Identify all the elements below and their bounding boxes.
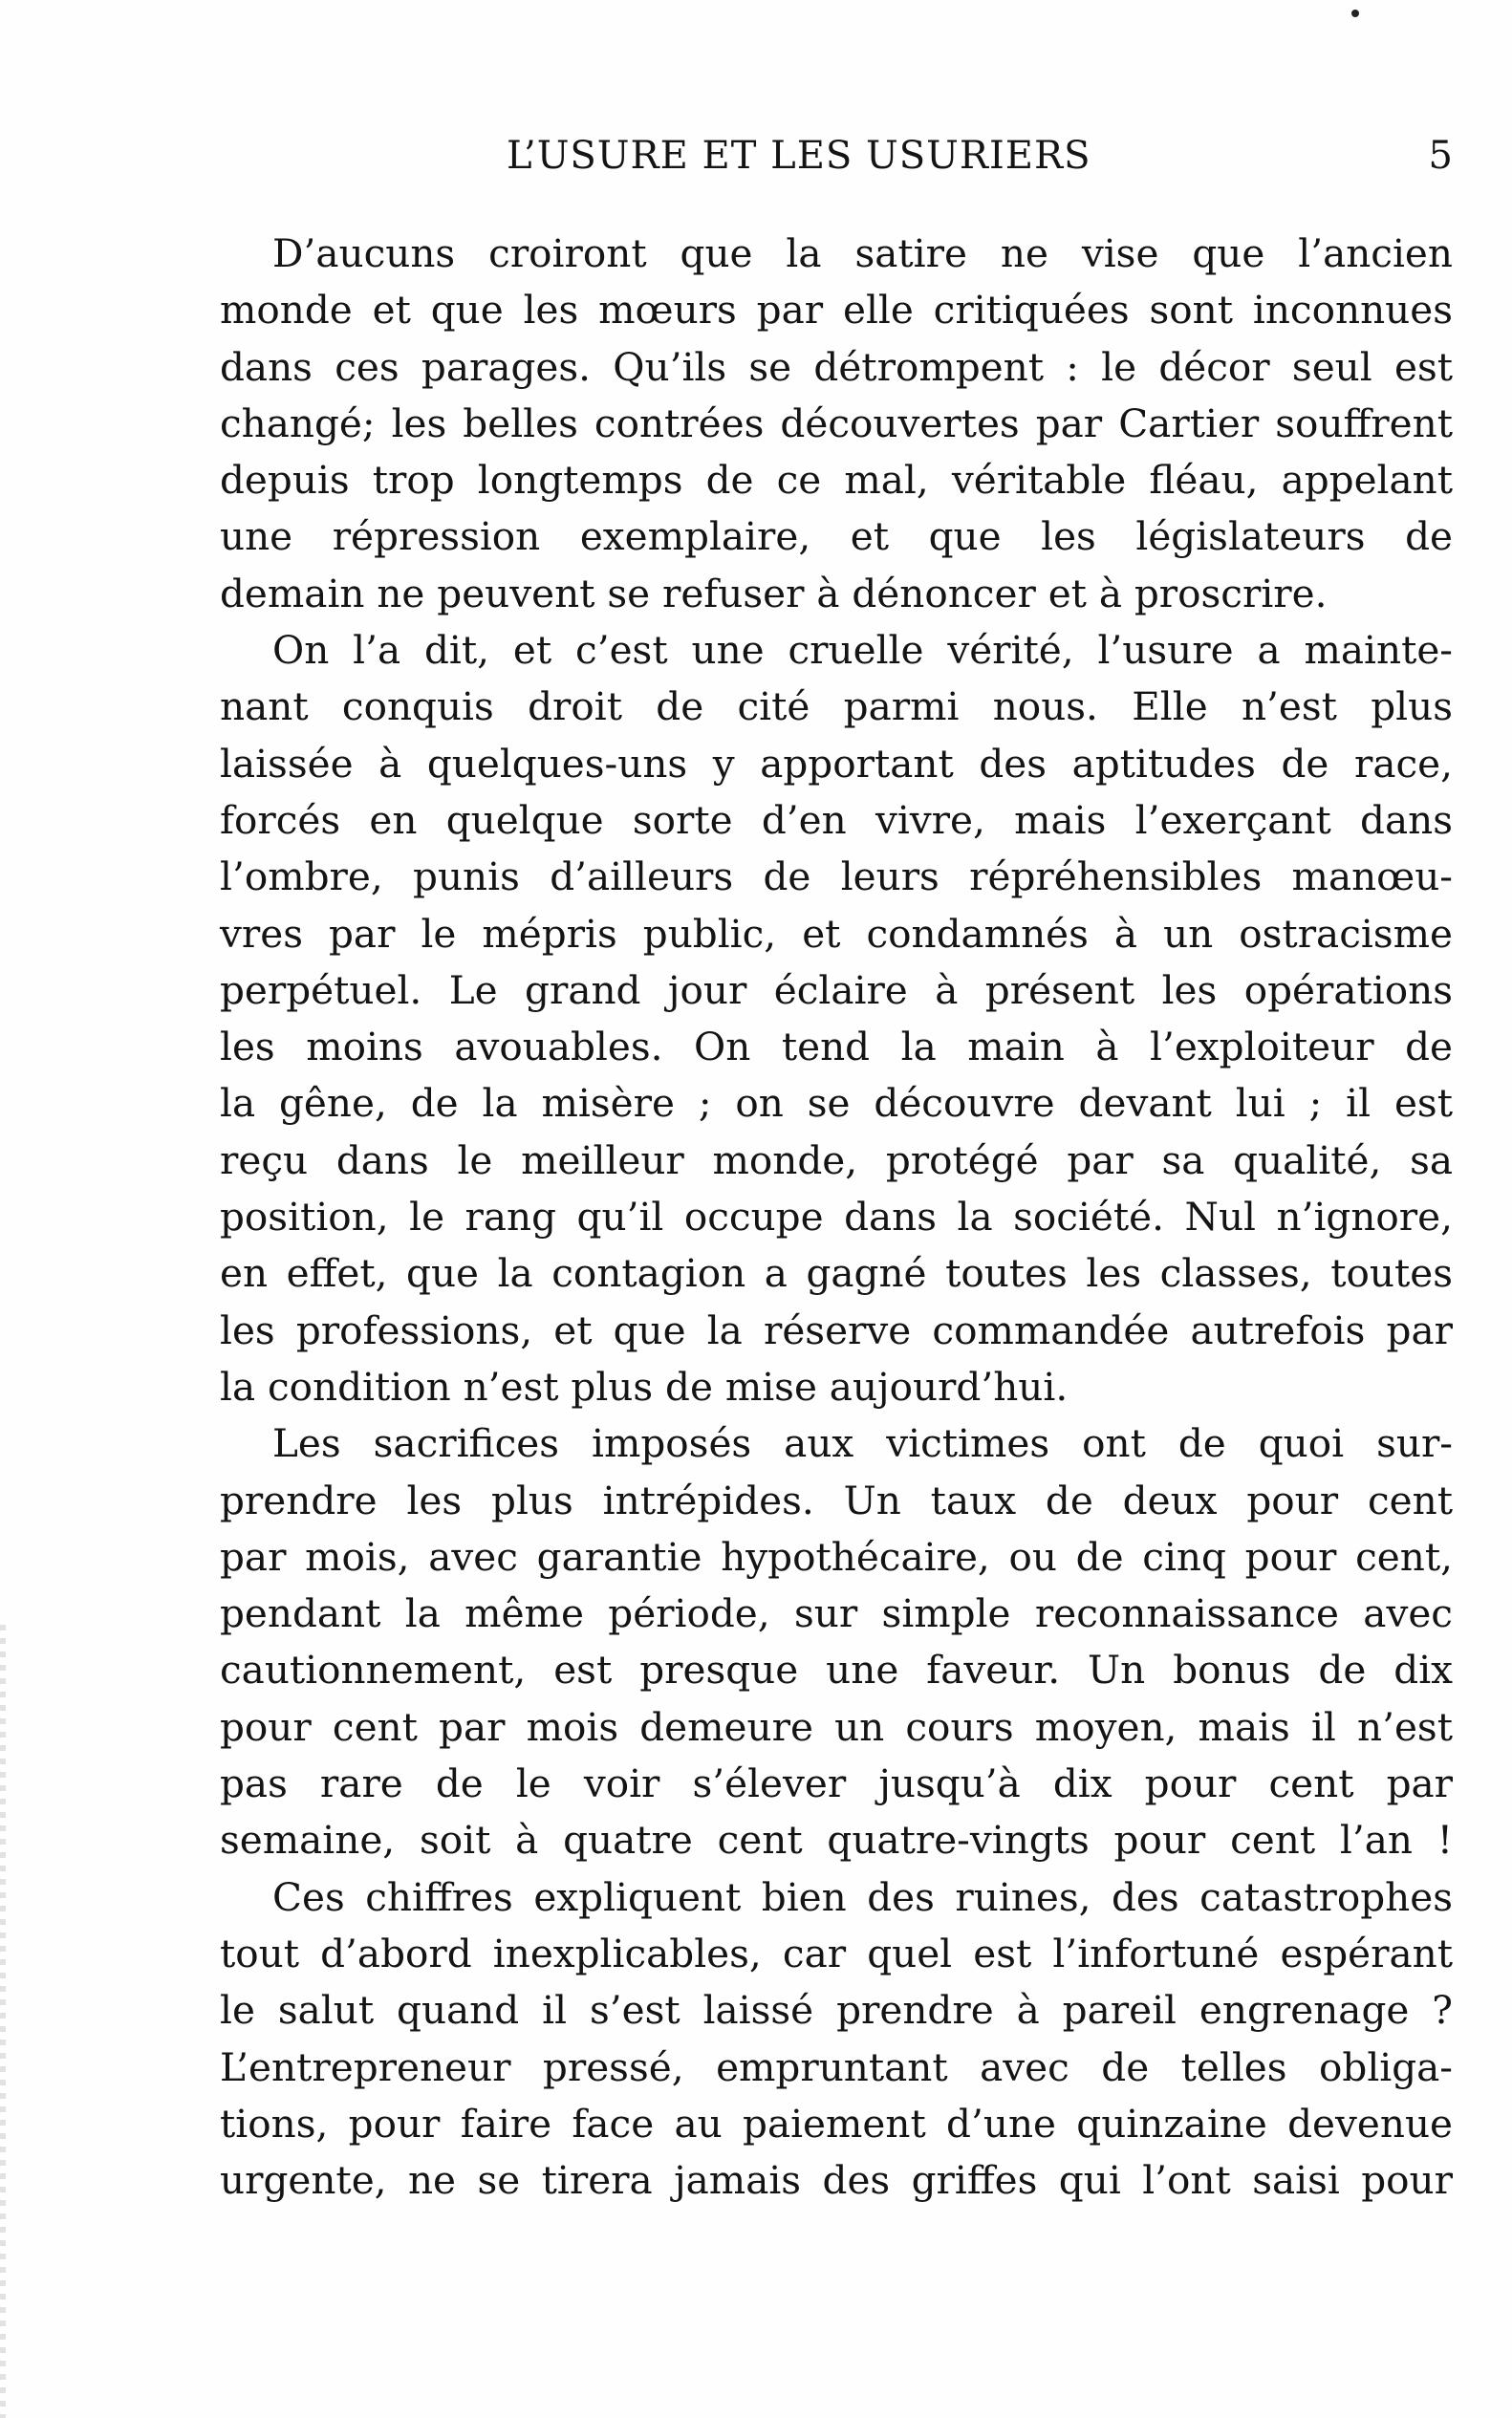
text-line: vres par le mépris public, et condamnés à un ostracisme bbox=[220, 910, 1453, 957]
text-line: semaine, soit à quatre cent quatre-vingts pour cent l’an ! bbox=[220, 1817, 1453, 1864]
text-line: Les sacrifices imposés aux victimes ont de quoi sur- bbox=[272, 1420, 1453, 1467]
text-line: cautionnement, est presque une faveur. Un bonus de dix bbox=[220, 1647, 1453, 1694]
text-line: le salut quand il s’est laissé prendre à pareil engrenage ? bbox=[220, 1987, 1453, 2034]
text-line: pas rare de le voir s’élever jusqu’à dix pour cent par bbox=[220, 1760, 1453, 1807]
text-line: la condition n’est plus de mise aujourd’hui. bbox=[220, 1363, 1069, 1410]
text-line: D’aucuns croiront que la satire ne vise que l’ancien bbox=[272, 230, 1453, 276]
ink-speck bbox=[1351, 10, 1359, 17]
text-line: On l’a dit, et c’est une cruelle vérité, l’usure a mainte- bbox=[272, 627, 1453, 674]
page-header bbox=[220, 134, 1453, 201]
text-line: Ces chiffres expliquent bien des ruines, des catastrophes bbox=[272, 1873, 1453, 1920]
text-line: prendre les plus intrépides. Un taux de deux pour cent bbox=[220, 1477, 1453, 1523]
text-line: changé; les belles contrées découvertes par Cartier souffrent bbox=[220, 399, 1453, 446]
binding-edge bbox=[0, 1625, 6, 2418]
text-line: L’entrepreneur pressé, empruntant avec de telles obliga- bbox=[220, 2043, 1453, 2090]
text-line: une répression exemplaire, et que les législateurs de bbox=[220, 513, 1453, 560]
text-line: par mois, avec garantie hypothécaire, ou de cinq pour cent, bbox=[220, 1533, 1453, 1580]
page-number: 5 bbox=[1428, 134, 1453, 178]
text-line: monde et que les mœurs par elle critiquées sont inconnues bbox=[220, 287, 1453, 334]
text-line: nant conquis droit de cité parmi nous. Elle n’est plus bbox=[220, 683, 1453, 730]
text-line: l’ombre, punis d’ailleurs de leurs répréhensibles manœu- bbox=[220, 853, 1453, 900]
text-line: laissée à quelques-uns y apportant des aptitudes de race, bbox=[220, 740, 1453, 787]
text-line: urgente, ne se tirera jamais des griffes qui l’ont saisi pour bbox=[220, 2157, 1453, 2204]
text-line: position, le rang qu’il occupe dans la société. Nul n’ignore, bbox=[220, 1194, 1453, 1241]
text-line: forcés en quelque sorte d’en vivre, mais l’exerçant dans bbox=[220, 796, 1453, 843]
text-line: demain ne peuvent se refuser à dénoncer et à proscrire. bbox=[220, 570, 1328, 616]
text-line: perpétuel. Le grand jour éclaire à présent les opérations bbox=[220, 966, 1453, 1013]
text-line: les professions, et que la réserve commandée autrefois par bbox=[220, 1306, 1453, 1353]
text-line: dans ces parages. Qu’ils se détrompent : le décor seul est bbox=[220, 343, 1453, 390]
text-line: tout d’abord inexplicables, car quel est l’infortuné espérant bbox=[220, 1930, 1453, 1976]
text-line: pendant la même période, sur simple reconnaissance avec bbox=[220, 1590, 1453, 1637]
text-line: depuis trop longtemps de ce mal, véritable fléau, appelant bbox=[220, 457, 1453, 504]
text-line: la gêne, de la misère ; on se découvre devant lui ; il est bbox=[220, 1080, 1453, 1127]
text-line: les moins avouables. On tend la main à l’exploiteur de bbox=[220, 1024, 1453, 1070]
text-line: en effet, que la contagion a gagné toutes les classes, toutes bbox=[220, 1250, 1453, 1297]
text-line: tions, pour faire face au paiement d’une quinzaine devenue bbox=[220, 2100, 1453, 2147]
text-line: reçu dans le meilleur monde, protégé par sa qualité, sa bbox=[220, 1136, 1453, 1183]
running-title: L’USURE ET LES USURIERS bbox=[507, 134, 1091, 178]
body-text bbox=[220, 226, 1453, 2209]
text-line: pour cent par mois demeure un cours moyen, mais il n’est bbox=[220, 1703, 1453, 1750]
